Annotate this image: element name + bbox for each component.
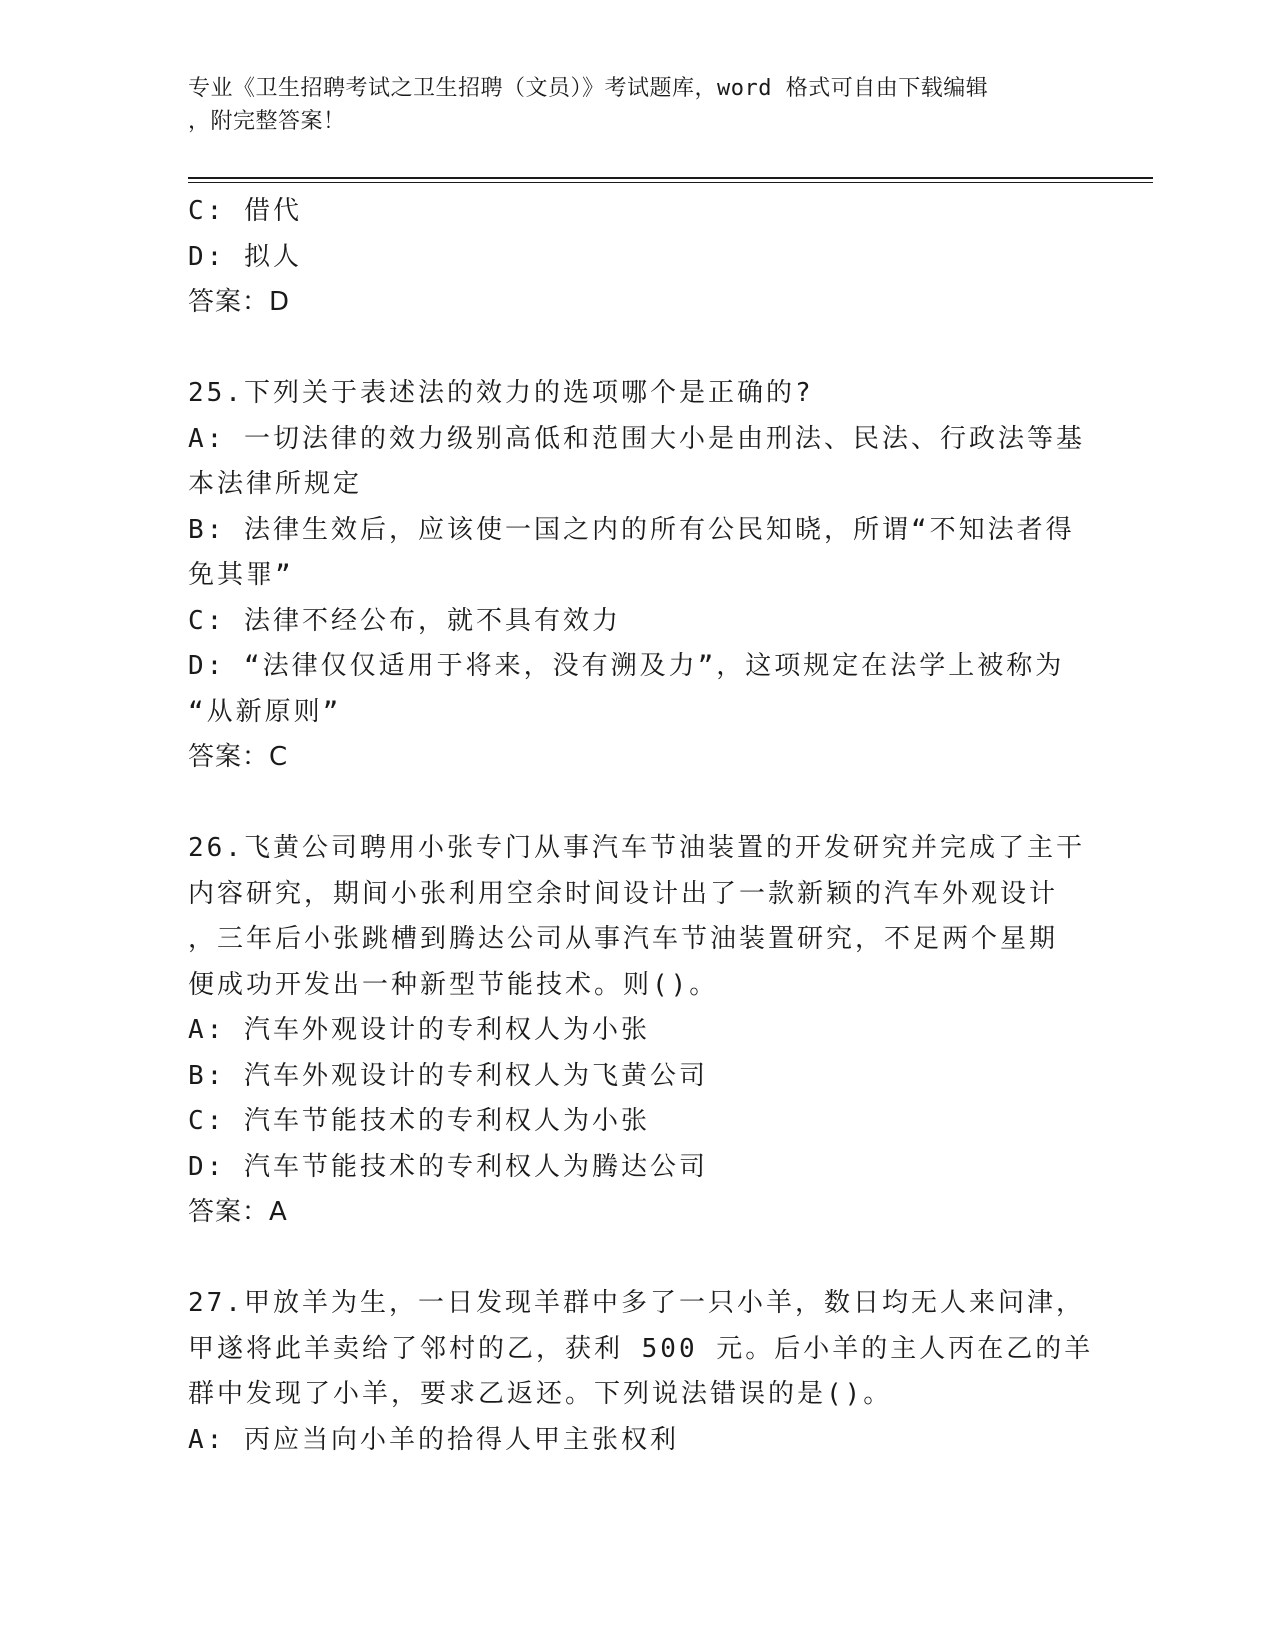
- question-stem-line: 内容研究，期间小张利用空余时间设计出了一款新颖的汽车外观设计: [188, 878, 1059, 909]
- option-line: C: 法律不经公布，就不具有效力: [188, 605, 621, 636]
- option-line: D: “法律仅仅适用于将来，没有溯及力”，这项规定在法学上被称为: [188, 651, 1065, 681]
- header-divider-thick: [188, 177, 1153, 179]
- answer-line: 答案：A: [188, 1197, 288, 1227]
- question-block-26: [188, 826, 1085, 1236]
- document-header: [188, 72, 1068, 138]
- question-stem-line: 26.飞黄公司聘用小张专门从事汽车节油装置的开发研究并完成了主干: [188, 833, 1085, 863]
- option-line: A: 丙应当向小羊的拾得人甲主张权利: [188, 1424, 679, 1455]
- header-line-2: ，附完整答案！: [188, 109, 346, 134]
- spacer: [188, 1236, 1078, 1282]
- option-line: C: 借代: [188, 196, 302, 226]
- header-line-1: 专业《卫生招聘考试之卫生招聘（文员）》考试题库，word 格式可自由下载编辑: [188, 76, 989, 101]
- question-content: [188, 189, 1094, 1463]
- option-line: C: 汽车节能技术的专利权人为小张: [188, 1106, 650, 1136]
- option-line: D: 拟人: [188, 241, 302, 272]
- question-block-25: [188, 371, 1085, 781]
- question-stem-line: 群中发现了小羊，要求乙返还。下列说法错误的是()。: [188, 1379, 893, 1409]
- option-line: A: 汽车外观设计的专利权人为小张: [188, 1015, 650, 1045]
- spacer: [188, 326, 1078, 372]
- option-line: “从新原则”: [188, 696, 342, 727]
- question-stem-line: 甲遂将此羊卖给了邻村的乙，获利 500 元。后小羊的主人丙在乙的羊: [188, 1333, 1094, 1364]
- option-line: A: 一切法律的效力级别高低和范围大小是由刑法、民法、行政法等基: [188, 423, 1085, 454]
- option-line: 免其罪”: [188, 560, 294, 590]
- question-stem-line: 25.下列关于表述法的效力的选项哪个是正确的?: [188, 378, 814, 408]
- answer-line: 答案：C: [188, 742, 289, 772]
- spacer: [188, 781, 1078, 827]
- question-stem-line: ，三年后小张跳槽到腾达公司从事汽车节油装置研究，不足两个星期: [188, 924, 1059, 954]
- question-block-27: [188, 1281, 1094, 1463]
- option-line: B: 汽车外观设计的专利权人为飞黄公司: [188, 1060, 708, 1091]
- option-line: 本法律所规定: [188, 469, 363, 499]
- question-stem-line: 便成功开发出一种新型节能技术。则()。: [188, 969, 719, 1000]
- header-divider-thin: [188, 182, 1153, 183]
- question-stem-line: 27.甲放羊为生，一日发现羊群中多了一只小羊，数日均无人来问津，: [188, 1288, 1085, 1318]
- option-line: D: 汽车节能技术的专利权人为腾达公司: [188, 1151, 708, 1182]
- option-line: B: 法律生效后，应该使一国之内的所有公民知晓，所谓“不知法者得: [188, 514, 1075, 545]
- answer-line: 答案：D: [188, 287, 291, 317]
- prev-question-block: [188, 189, 1078, 326]
